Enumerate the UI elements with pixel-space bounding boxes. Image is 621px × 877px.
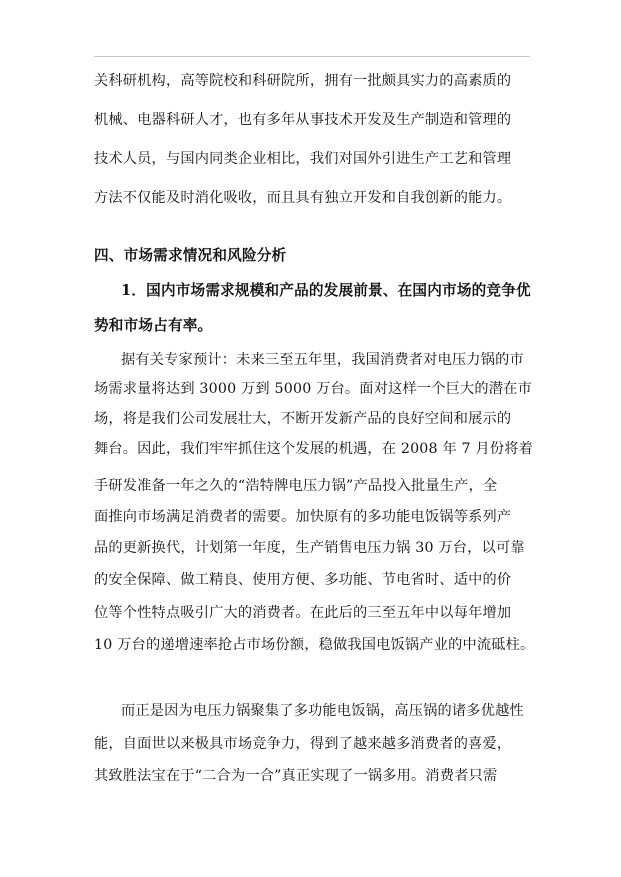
subheading-line: 1．国内市场需求规模和产品的发展前景、在国内市场的竞争优 [121,282,531,299]
paragraph-2-line: 据有关专家预计：未来三至五年里，我国消费者对电压力锅的市 [121,352,524,368]
paragraph-2-line: 场，将是我们公司发展壮大，不断开发新产品的良好空间和展示的 [94,411,512,427]
subheading-line: 势和市场占有率。 [94,317,213,334]
paragraph-2-line: 品的更新换代，计划第一年度，生产销售电压力锅 30 万台，以可靠 [94,540,525,556]
paragraph-2-line: 舞台。因此，我们牢牢抓住这个发展的机遇，在 2008 年 7 月份将着 [94,441,534,457]
paragraph-2-line: 面推向市场满足消费者的需要。加快原有的多功能电饭锅等系列产 [94,509,512,525]
header-rule [94,56,530,57]
paragraph-1-line: 关科研机构，高等院校和科研院所，拥有一批颇具实力的高素质的 [94,73,512,89]
paragraph-3-line: 而正是因为电压力锅聚集了多功能电饭锅，高压锅的诸多优越性 [121,703,524,719]
paragraph-3-line: 能，自面世以来极具市场竞争力，得到了越来越多消费者的喜爱， [94,736,512,752]
paragraph-2-line: 手研发准备一年之久的“浩特牌电压力锅”产品投入批量生产，全 [94,478,498,494]
paragraph-2-line: 场需求量将达到 3000 万到 5000 万台。面对这样一个巨大的潜在市 [94,381,532,397]
paragraph-2-line: 10 万台的递增速率抢占市场份额，稳做我国电饭锅产业的中流砥柱。 [94,637,535,653]
section-heading: 四、市场需求情况和风险分析 [94,247,287,264]
paragraph-2-line: 位等个性特点吸引广大的消费者。在此后的三至五年中以每年增加 [94,605,512,621]
paragraph-3-line: 其致胜法宝在于“二合为一合”真正实现了一锅多用。消费者只需 [94,768,498,784]
paragraph-2-line: 的安全保障、做工精良、使用方便、多功能、节电省时、适中的价 [94,572,512,588]
paragraph-1-line: 方法不仅能及时消化吸收，而且具有独立开发和自我创新的能力。 [94,190,512,206]
paragraph-1-line: 技术人员，与国内同类企业相比，我们对国外引进生产工艺和管理 [94,151,512,167]
paragraph-1-line: 机械、电器科研人才，也有多年从事技术开发及生产制造和管理的 [94,112,512,128]
